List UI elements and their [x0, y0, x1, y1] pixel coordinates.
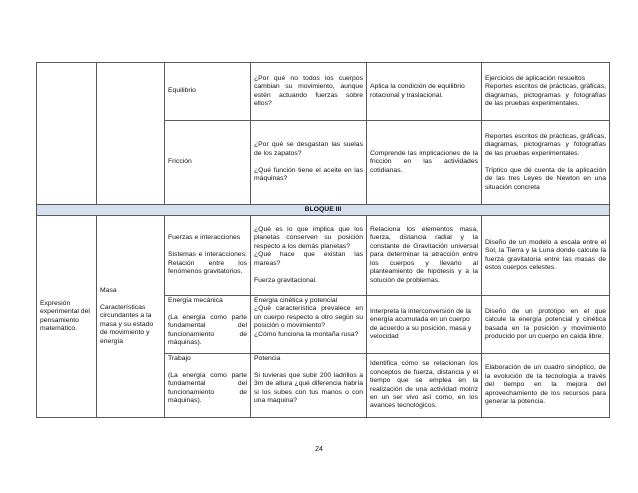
topic-text: Fricción [168, 158, 192, 166]
evidence-cell [482, 63, 610, 121]
question-cell [251, 354, 367, 418]
topic-cell [165, 354, 251, 418]
question-cell [251, 63, 367, 121]
question-text: ¿Cómo funciona la montaña rusa? [254, 330, 359, 338]
topic-text: Fuerzas e interacciones [168, 234, 241, 242]
question-text: ¿Por qué se desgastan las suelas de los zapatos? [254, 141, 363, 157]
page-number: 24 [315, 446, 323, 453]
question-cell [251, 121, 367, 205]
topic-text: Trabajo [168, 355, 191, 362]
page-number-footer [0, 446, 638, 453]
learning-text: Comprende las implicaciones de la fricción en las actividades cotidianas. [370, 149, 478, 174]
evidence-text: Tríptico que dé cuenta de la aplicación de las tres Leyes de Newton en una situación concreta [485, 166, 606, 191]
learning-cell [367, 63, 482, 121]
evidence-cell [482, 121, 610, 205]
question-text: Fuerza gravitacional. [254, 276, 318, 284]
question-text: ¿Qué hace que existan las mareas? [254, 251, 363, 267]
learning-cell [367, 354, 482, 418]
topic-text: Sistemas e interacciones: Relación entre los fenómenos gravitatorios. [168, 251, 247, 276]
block-title: BLOQUE III [37, 205, 610, 216]
competence-text: Expresión experimental del pensamiento matemático. [40, 299, 90, 332]
learning-text: Relaciona los elementos masa, fuerza, distancia radial y la constante de Gravitación universal para determinar la atracción entre los cuerpos y llevarlo al planteamiento de hipótesis y a la solución de problemas. [370, 226, 478, 284]
learning-text: Aplica la condición de equilibrio rotacional y traslacional. [370, 83, 465, 99]
learning-cell [367, 296, 482, 354]
topic-cell [165, 121, 251, 205]
evidence-text: Reportes escritos de prácticas, gráficas, diagramas, pictogramas y fotografías de las pruebas experimentales. [485, 133, 606, 157]
table-row [37, 216, 610, 296]
empty-competence-cell [37, 63, 97, 205]
evidence-text: Diseño de un modelo a escala entre el Sol, la Tierra y la Luna donde calcule la fuerza gravitatoria entre las masas de estos cuerpos celestes. [485, 238, 606, 271]
learning-cell [367, 121, 482, 205]
curriculum-table-wrapper [36, 62, 610, 418]
subject-cell [97, 216, 165, 418]
evidence-text: Diseño de un prototipo en el que calcule la energía potencial y cinética basada en la posición y movimiento producido por un cuerpo en caída libre. [485, 307, 606, 340]
topic-cell [165, 216, 251, 296]
competence-cell [37, 216, 97, 418]
question-text: Energía cinética y potencial [254, 297, 338, 304]
topic-text: Energía mecánica [168, 297, 223, 304]
block-header-row [37, 205, 610, 216]
question-text: ¿Qué función tiene el aceite en las máquinas? [254, 166, 363, 183]
question-text: Si tuvieras que subir 200 ladrillos a 3m de altura ¿qué diferencia habría si los subes con tus manos o con una maquina? [254, 371, 363, 405]
topic-cell [165, 296, 251, 354]
topic-text: (La energía como parte fundamental del funcionamiento de máquinas). [168, 313, 247, 347]
subject-title: Masa [100, 287, 117, 295]
evidence-cell [482, 216, 610, 296]
topic-text: Equilibrio [168, 87, 196, 95]
learning-text: Interpreta la interconversión de la energía acumulada en un cuerpo de acuerdo a su posición, masa y velocidad [370, 307, 472, 340]
topic-cell [165, 63, 251, 121]
evidence-text: Ejercicios de aplicación resueltos [485, 74, 586, 82]
topic-text: (La energía como parte fundamental del funcionamiento de máquinas). [168, 371, 247, 405]
question-cell [251, 296, 367, 354]
curriculum-table [36, 62, 610, 418]
learning-text: Identifica cómo se relacionan los conceptos de fuerza, distancia y el tiempo que se emplea en la realización de una actividad motriz en un ser vivo así como, en los avances tecnológicos. [370, 360, 478, 410]
evidence-cell [482, 354, 610, 418]
learning-cell [367, 216, 482, 296]
question-text: ¿Qué característica prevalece en un cuerpo respecto a otro según su posición o movimiento? [254, 305, 363, 330]
subject-text: Características circundantes a la masa y su estado de movimiento y energía [100, 303, 154, 345]
empty-subject-cell [97, 63, 165, 205]
question-text: ¿Qué es lo que implica que los planetas conserven su posición respecto a los demás planetas? [254, 226, 363, 250]
question-cell [251, 216, 367, 296]
evidence-cell [482, 296, 610, 354]
question-text: ¿Por qué no todos los cuerpos cambian su movimiento, aunque estén actuando fuerzas sobre ellos? [254, 74, 363, 107]
question-text: Potencia [254, 355, 281, 362]
evidence-text: Elaboración de un cuadro sinóptico, de la evolución de la tecnología a través del tiempo en la mejora del aprovechamiento de los recursos para generar la potencia. [485, 364, 606, 406]
evidence-text: Reportes escritos de prácticas, gráficas, diagramas, pictogramas y fotografías de las pruebas experimentales. [485, 83, 606, 107]
table-row [37, 63, 610, 121]
